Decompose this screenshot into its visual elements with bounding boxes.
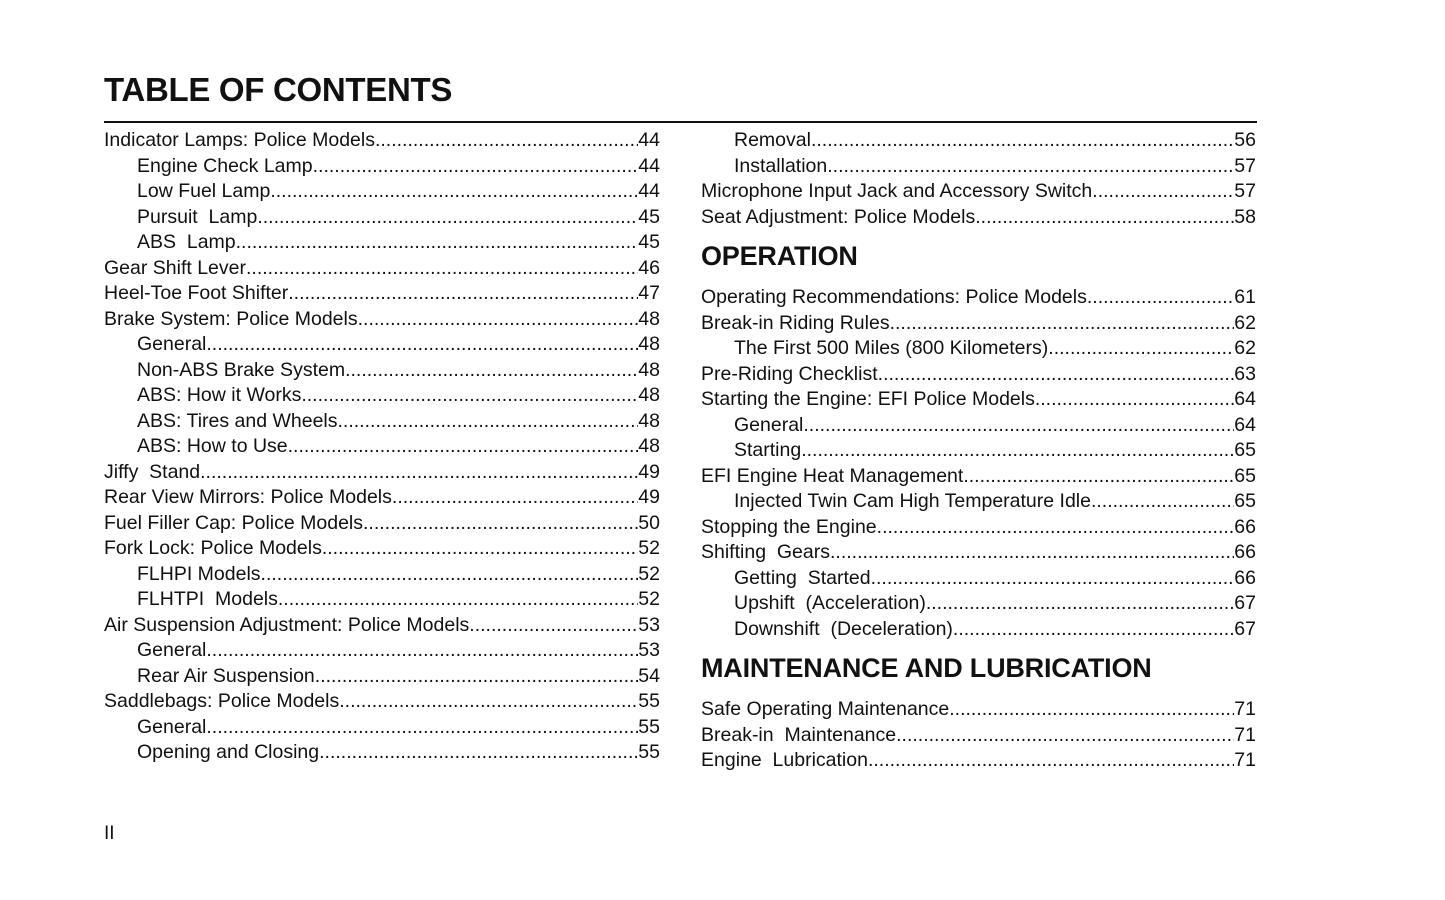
dot-leader	[288, 281, 638, 307]
dot-leader	[392, 485, 638, 511]
page-number: II	[104, 823, 115, 844]
page-title: TABLE OF CONTENTS	[104, 71, 453, 108]
dot-leader	[257, 205, 638, 231]
toc-right-column	[701, 128, 1256, 774]
dot-leader	[338, 409, 639, 435]
dot-leader	[878, 362, 1235, 388]
dot-leader	[315, 664, 639, 690]
toc-entry[interactable]: ABS: Tires and Wheels ..... 48	[104, 409, 660, 435]
toc-entry[interactable]: Rear View Mirrors: Police Models ..... 49	[104, 485, 660, 511]
title-divider	[104, 121, 1257, 123]
dot-leader	[868, 748, 1234, 774]
toc-entry[interactable]: Seat Adjustment: Police Models ..... 58	[701, 205, 1256, 231]
dot-leader	[270, 179, 638, 205]
toc-entry[interactable]: ABS: How to Use ..... 48	[104, 434, 660, 460]
dot-leader	[811, 128, 1234, 154]
toc-entry[interactable]: Air Suspension Adjustment: Police Models ..... 53	[104, 613, 660, 639]
dot-leader	[319, 740, 638, 766]
toc-entry[interactable]: Jiffy Stand ..... 49	[104, 460, 660, 486]
dot-leader	[890, 311, 1235, 337]
section-heading-operation: OPERATION	[701, 241, 858, 271]
dot-leader	[322, 536, 638, 562]
toc-entry[interactable]: Injected Twin Cam High Temperature Idle ..... 65	[701, 489, 1256, 515]
dot-leader	[206, 332, 638, 358]
dot-leader	[313, 154, 639, 180]
toc-entry[interactable]: FLHTPI Models ..... 52	[104, 587, 660, 613]
toc-entry[interactable]: Break-in Maintenance ..... 71	[701, 723, 1256, 749]
dot-leader	[1035, 387, 1234, 413]
toc-entry[interactable]: Indicator Lamps: Police Models ..... 44	[104, 128, 660, 154]
dot-leader	[803, 413, 1234, 439]
dot-leader	[830, 540, 1234, 566]
toc-entry[interactable]: Operating Recommendations: Police Models ..... 61	[701, 285, 1256, 311]
toc-entry[interactable]: Heel-Toe Foot Shifter ..... 47	[104, 281, 660, 307]
dot-leader	[206, 715, 638, 741]
toc-entry[interactable]: Starting the Engine: EFI Police Models ..... 64	[701, 387, 1256, 413]
dot-leader	[953, 617, 1234, 643]
dot-leader	[1092, 179, 1234, 205]
dot-leader	[1091, 489, 1234, 515]
dot-leader	[963, 464, 1234, 490]
dot-leader	[345, 358, 638, 384]
toc-entry[interactable]: Shifting Gears ..... 66	[701, 540, 1256, 566]
toc-entry[interactable]: FLHPI Models ..... 52	[104, 562, 660, 588]
dot-leader	[339, 689, 638, 715]
toc-entry[interactable]: General ..... 53	[104, 638, 660, 664]
toc-entry[interactable]: Rear Air Suspension ..... 54	[104, 664, 660, 690]
dot-leader	[1087, 285, 1234, 311]
toc-entry[interactable]: Microphone Input Jack and Accessory Switch ..... 57	[701, 179, 1256, 205]
toc-entry[interactable]: ABS: How it Works ..... 48	[104, 383, 660, 409]
toc-entry[interactable]: Fuel Filler Cap: Police Models ..... 50	[104, 511, 660, 537]
toc-entry[interactable]: ABS Lamp ..... 45	[104, 230, 660, 256]
toc-entry[interactable]: Installation ..... 57	[701, 154, 1256, 180]
toc-entry[interactable]: General ..... 64	[701, 413, 1256, 439]
dot-leader	[375, 128, 638, 154]
dot-leader	[871, 566, 1235, 592]
toc-entry[interactable]: Removal ..... 56	[701, 128, 1256, 154]
dot-leader	[1048, 336, 1234, 362]
dot-leader	[288, 434, 639, 460]
toc-entry[interactable]: Low Fuel Lamp ..... 44	[104, 179, 660, 205]
toc-entry[interactable]: Gear Shift Lever ..... 46	[104, 256, 660, 282]
dot-leader	[975, 205, 1234, 231]
toc-entry[interactable]: General ..... 48	[104, 332, 660, 358]
dot-leader	[261, 562, 639, 588]
toc-entry[interactable]: Engine Lubrication ..... 71	[701, 748, 1256, 774]
toc-entry[interactable]: Pre-Riding Checklist ..... 63	[701, 362, 1256, 388]
dot-leader	[278, 587, 638, 613]
toc-entry[interactable]: Getting Started ..... 66	[701, 566, 1256, 592]
toc-entry[interactable]: Upshift (Acceleration) ..... 67	[701, 591, 1256, 617]
dot-leader	[827, 154, 1234, 180]
toc-entry[interactable]: Fork Lock: Police Models ..... 52	[104, 536, 660, 562]
toc-entry[interactable]: Opening and Closing ..... 55	[104, 740, 660, 766]
dot-leader	[206, 638, 638, 664]
toc-entry[interactable]: Saddlebags: Police Models ..... 55	[104, 689, 660, 715]
dot-leader	[877, 515, 1235, 541]
toc-entry[interactable]: Non-ABS Brake System ..... 48	[104, 358, 660, 384]
dot-leader	[236, 230, 639, 256]
section-heading-maintenance: MAINTENANCE AND LUBRICATION	[701, 653, 1152, 683]
toc-entry[interactable]: Safe Operating Maintenance ..... 71	[701, 697, 1256, 723]
dot-leader	[363, 511, 638, 537]
dot-leader	[200, 460, 638, 486]
toc-entry[interactable]: Engine Check Lamp ..... 44	[104, 154, 660, 180]
dot-leader	[896, 723, 1234, 749]
toc-entry[interactable]: EFI Engine Heat Management ..... 65	[701, 464, 1256, 490]
dot-leader	[926, 591, 1234, 617]
dot-leader	[949, 697, 1234, 723]
dot-leader	[469, 613, 638, 639]
toc-entry[interactable]: The First 500 Miles (800 Kilometers) ..... 62	[701, 336, 1256, 362]
dot-leader	[301, 383, 638, 409]
dot-leader	[358, 307, 639, 333]
toc-entry[interactable]: Stopping the Engine ..... 66	[701, 515, 1256, 541]
dot-leader	[246, 256, 638, 282]
toc-entry[interactable]: Downshift (Deceleration) ..... 67	[701, 617, 1256, 643]
toc-entry[interactable]: Brake System: Police Models ..... 48	[104, 307, 660, 333]
toc-entry[interactable]: General ..... 55	[104, 715, 660, 741]
toc-entry[interactable]: Starting ..... 65	[701, 438, 1256, 464]
dot-leader	[801, 438, 1234, 464]
toc-entry[interactable]: Break-in Riding Rules ..... 62	[701, 311, 1256, 337]
toc-left-column	[104, 128, 660, 766]
toc-entry[interactable]: Pursuit Lamp ..... 45	[104, 205, 660, 231]
